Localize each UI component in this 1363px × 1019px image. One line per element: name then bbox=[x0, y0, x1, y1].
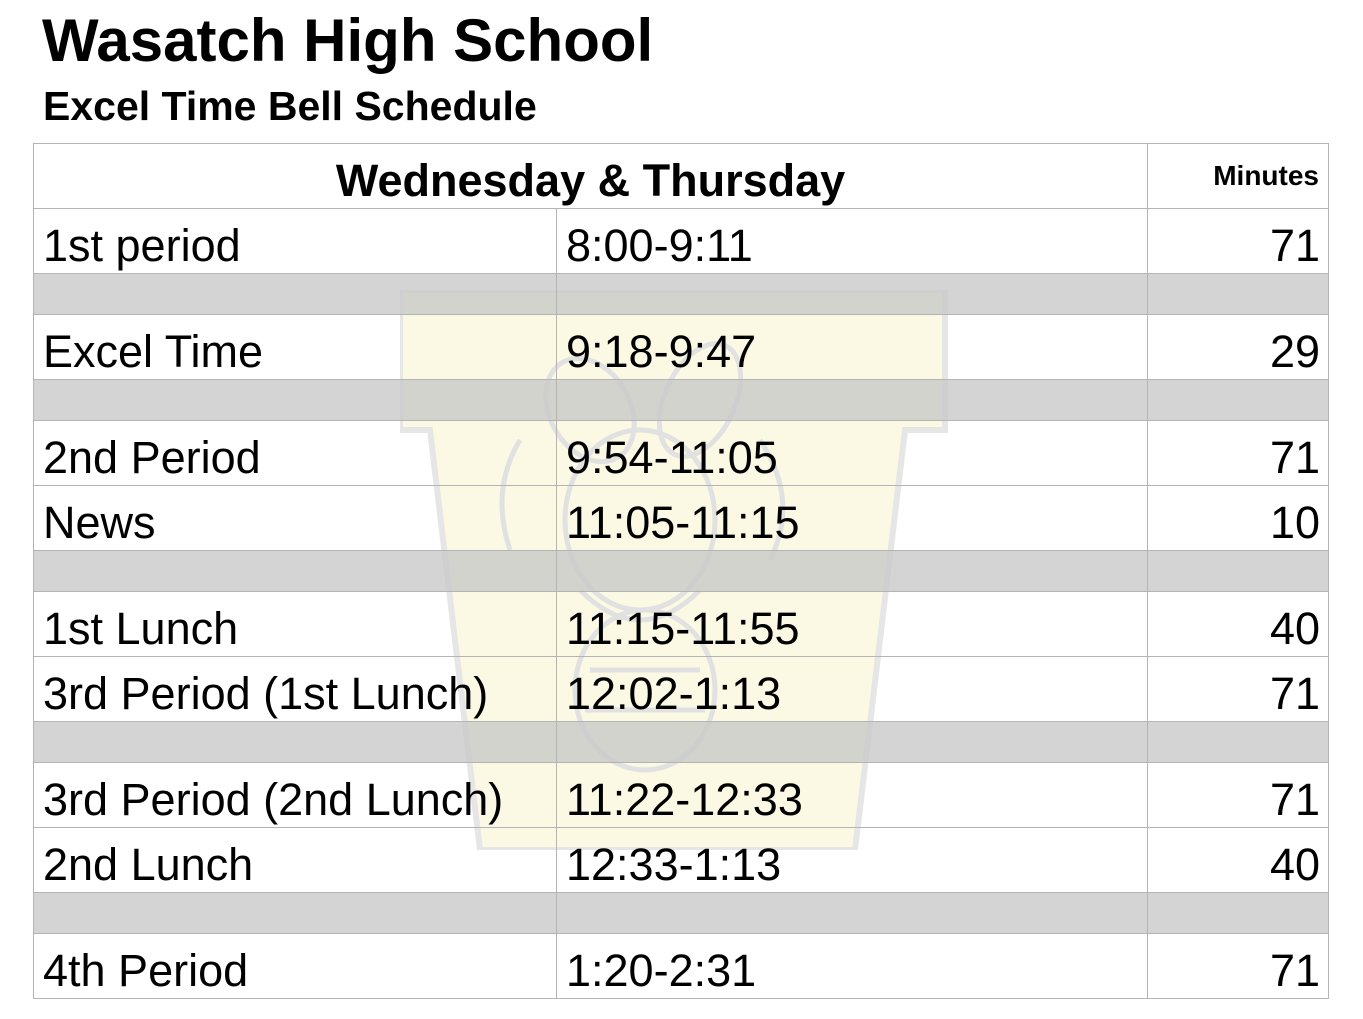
period-time: 12:33-1:13 bbox=[557, 828, 1148, 893]
day-header: Wednesday & Thursday bbox=[34, 144, 1148, 209]
table-row bbox=[34, 657, 1329, 722]
period-label: 3rd Period (2nd Lunch) bbox=[34, 763, 557, 828]
school-name: Wasatch High School bbox=[42, 7, 654, 74]
period-label: 1st Lunch bbox=[34, 592, 557, 657]
table-row bbox=[34, 315, 1329, 380]
spacer-cell bbox=[34, 274, 557, 315]
spacer-cell bbox=[1148, 893, 1329, 934]
table-row bbox=[34, 828, 1329, 893]
period-minutes: 71 bbox=[1148, 934, 1329, 999]
table-row bbox=[34, 209, 1329, 274]
period-time: 12:02-1:13 bbox=[557, 657, 1148, 722]
period-label: 2nd Lunch bbox=[34, 828, 557, 893]
table-row bbox=[34, 592, 1329, 657]
period-time: 11:22-12:33 bbox=[557, 763, 1148, 828]
spacer-cell bbox=[557, 274, 1148, 315]
period-minutes: 71 bbox=[1148, 421, 1329, 486]
spacer-cell bbox=[34, 380, 557, 421]
period-label: 2nd Period bbox=[34, 421, 557, 486]
spacer-cell bbox=[1148, 380, 1329, 421]
spacer-row bbox=[34, 380, 1329, 421]
bell-schedule-table bbox=[33, 143, 1329, 999]
table-row bbox=[34, 486, 1329, 551]
period-minutes: 29 bbox=[1148, 315, 1329, 380]
spacer-cell bbox=[557, 722, 1148, 763]
period-label: 4th Period bbox=[34, 934, 557, 999]
period-minutes: 71 bbox=[1148, 763, 1329, 828]
spacer-row bbox=[34, 722, 1329, 763]
spacer-cell bbox=[557, 551, 1148, 592]
spacer-cell bbox=[34, 551, 557, 592]
period-minutes: 40 bbox=[1148, 592, 1329, 657]
period-time: 9:54-11:05 bbox=[557, 421, 1148, 486]
spacer-cell bbox=[1148, 551, 1329, 592]
minutes-header: Minutes bbox=[1148, 144, 1329, 209]
period-minutes: 40 bbox=[1148, 828, 1329, 893]
period-label: News bbox=[34, 486, 557, 551]
spacer-row bbox=[34, 551, 1329, 592]
period-minutes: 10 bbox=[1148, 486, 1329, 551]
period-minutes: 71 bbox=[1148, 209, 1329, 274]
spacer-row bbox=[34, 893, 1329, 934]
period-label: 1st period bbox=[34, 209, 557, 274]
spacer-cell bbox=[557, 380, 1148, 421]
spacer-cell bbox=[1148, 722, 1329, 763]
table-row bbox=[34, 763, 1329, 828]
spacer-cell bbox=[34, 722, 557, 763]
period-label: Excel Time bbox=[34, 315, 557, 380]
period-time: 11:05-11:15 bbox=[557, 486, 1148, 551]
spacer-cell bbox=[34, 893, 557, 934]
period-time: 1:20-2:31 bbox=[557, 934, 1148, 999]
spacer-row bbox=[34, 274, 1329, 315]
spacer-cell bbox=[1148, 274, 1329, 315]
table-header-row bbox=[34, 144, 1329, 209]
period-label: 3rd Period (1st Lunch) bbox=[34, 657, 557, 722]
period-minutes: 71 bbox=[1148, 657, 1329, 722]
table-row bbox=[34, 421, 1329, 486]
table-row bbox=[34, 934, 1329, 999]
period-time: 9:18-9:47 bbox=[557, 315, 1148, 380]
spacer-cell bbox=[557, 893, 1148, 934]
period-time: 11:15-11:55 bbox=[557, 592, 1148, 657]
schedule-title: Excel Time Bell Schedule bbox=[43, 83, 537, 129]
period-time: 8:00-9:11 bbox=[557, 209, 1148, 274]
